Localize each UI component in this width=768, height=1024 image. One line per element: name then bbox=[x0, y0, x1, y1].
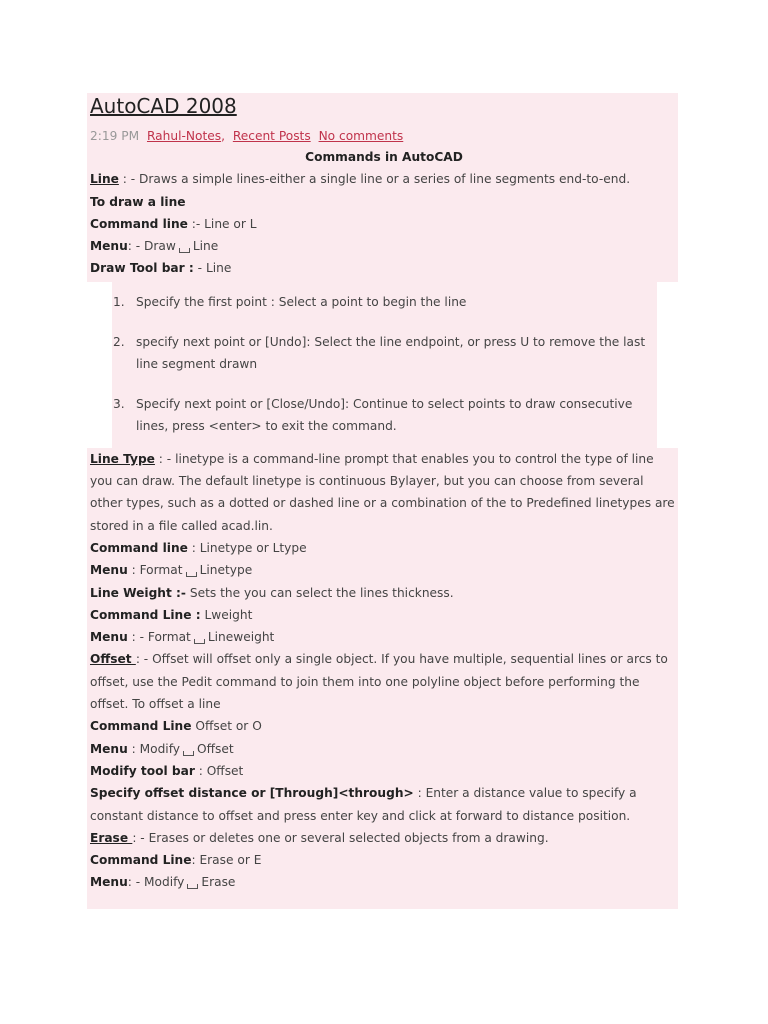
step-number: 2. bbox=[113, 334, 125, 349]
offset-command-value: Offset or O bbox=[191, 719, 262, 734]
line-toolbar-value: - Line bbox=[193, 261, 232, 276]
lineweight-command-value: Lweight bbox=[200, 607, 253, 622]
line-toolbar-label: Draw Tool bar : bbox=[90, 261, 194, 276]
submenu-arrow-icon bbox=[187, 884, 198, 889]
erase-desc: : - Erases or deletes one or several selected objects from a drawing. bbox=[132, 830, 549, 845]
step-text: specify next point or [Undo]: Select the line endpoint, or press U to remove the last line segment drawn bbox=[136, 334, 646, 371]
offset-prompt-value: : Enter a distance value to specify a constant distance to offset and press enter key and click at forward to distance position. bbox=[90, 786, 637, 823]
list-item bbox=[90, 291, 656, 313]
post-meta bbox=[90, 126, 678, 146]
erase-menu-row bbox=[90, 871, 678, 893]
offset-toolbar-row bbox=[90, 760, 678, 782]
erase-command-label: Command Line bbox=[90, 853, 192, 868]
erase-menu-value-a: : - Modify bbox=[127, 875, 185, 890]
step-number: 3. bbox=[113, 396, 125, 411]
steps-list bbox=[90, 291, 678, 437]
offset-prompt-row bbox=[90, 782, 678, 827]
linetype-desc: : - linetype is a command-line prompt that enables you to control the type of line you can draw. The default linetype is continuous Bylayer, but you can choose from several other types, such as a dotted or dashed line or a combination of the to Predefined linetypes are stored in a file called acad.lin. bbox=[90, 451, 675, 533]
offset-menu-label: Menu bbox=[90, 741, 128, 756]
linetype-menu-row bbox=[90, 559, 678, 581]
line-menu-value-a: : - Draw bbox=[127, 239, 176, 254]
line-command-label: Command line bbox=[90, 216, 188, 231]
linetype-command-row bbox=[90, 537, 678, 559]
line-term: Line bbox=[90, 172, 119, 187]
offset-command-label: Command Line bbox=[90, 719, 192, 734]
offset-menu-value-b: Offset bbox=[197, 741, 234, 756]
line-menu-label: Menu bbox=[90, 239, 128, 254]
linetype-term: Line Type bbox=[90, 451, 155, 466]
offset-description bbox=[90, 648, 678, 715]
offset-menu-value-a: : Modify bbox=[127, 741, 180, 756]
step-number: 1. bbox=[113, 294, 125, 309]
offset-desc: : - Offset will offset only a single object. If you have multiple, sequential lines or arcs to offset, use the Pedit command to join them into one polyline object before performing the offset. To offset a line bbox=[90, 652, 668, 712]
line-toolbar-row bbox=[90, 257, 678, 279]
line-menu-row bbox=[90, 235, 678, 257]
erase-description bbox=[90, 827, 678, 849]
erase-menu-value-b: Erase bbox=[201, 875, 236, 890]
erase-command-row bbox=[90, 849, 678, 871]
line-command-row bbox=[90, 213, 678, 235]
comments-link[interactable]: No comments bbox=[318, 129, 404, 143]
submenu-arrow-icon bbox=[179, 248, 190, 253]
linetype-menu-label: Menu bbox=[90, 563, 128, 578]
label-separator: , bbox=[221, 129, 225, 143]
erase-command-value: : Erase or E bbox=[191, 853, 262, 868]
list-item bbox=[90, 331, 656, 375]
offset-toolbar-value: : Offset bbox=[194, 763, 244, 778]
list-item bbox=[90, 393, 656, 437]
submenu-arrow-icon bbox=[194, 639, 205, 644]
linetype-description bbox=[90, 448, 678, 537]
lineweight-description bbox=[90, 582, 678, 604]
lineweight-menu-label: Menu bbox=[90, 630, 128, 645]
to-draw-line-heading: To draw a line bbox=[90, 194, 186, 209]
lineweight-menu-value-a: : - Format bbox=[127, 630, 191, 645]
line-menu-value-b: Line bbox=[192, 239, 219, 254]
lineweight-command-label: Command Line : bbox=[90, 607, 201, 622]
offset-toolbar-label: Modify tool bar bbox=[90, 763, 195, 778]
line-desc: : - Draws a simple lines-either a single line or a series of line segments end-to-end. bbox=[118, 172, 631, 187]
offset-command-row bbox=[90, 715, 678, 737]
linetype-menu-value-a: : Format bbox=[127, 563, 183, 578]
lineweight-menu-value-b: Lineweight bbox=[207, 630, 275, 645]
line-command-value: :- Line or L bbox=[191, 216, 257, 231]
label-link-rahul-notes[interactable]: Rahul-Notes bbox=[146, 129, 222, 143]
step-text: Specify the first point : Select a point to begin the line bbox=[136, 294, 467, 309]
step-text: Specify next point or [Close/Undo]: Continue to select points to draw consecutive lines, press <enter> to exit the command. bbox=[136, 396, 633, 433]
label-link-recent-posts[interactable]: Recent Posts bbox=[232, 129, 311, 143]
section-heading: Commands in AutoCAD bbox=[305, 150, 463, 164]
post-content bbox=[90, 93, 678, 894]
submenu-arrow-icon bbox=[186, 572, 197, 577]
linetype-command-value: : Linetype or Ltype bbox=[187, 540, 307, 555]
post-title[interactable]: AutoCAD 2008 bbox=[90, 94, 237, 118]
offset-term: Offset bbox=[90, 652, 136, 667]
offset-menu-row bbox=[90, 738, 678, 760]
lineweight-menu-row bbox=[90, 626, 678, 648]
post-time: 2:19 PM bbox=[90, 129, 140, 143]
line-description bbox=[90, 168, 678, 190]
erase-menu-label: Menu bbox=[90, 875, 128, 890]
linetype-menu-value-b: Linetype bbox=[199, 563, 253, 578]
lineweight-command-row bbox=[90, 604, 678, 626]
lineweight-desc: Sets the you can select the lines thickness. bbox=[185, 585, 454, 600]
erase-term: Erase bbox=[90, 830, 133, 845]
linetype-command-label: Command line bbox=[90, 540, 188, 555]
lineweight-term: Line Weight :- bbox=[90, 585, 186, 600]
submenu-arrow-icon bbox=[183, 751, 194, 756]
offset-prompt-label: Specify offset distance or [Through]<through> bbox=[90, 786, 414, 801]
